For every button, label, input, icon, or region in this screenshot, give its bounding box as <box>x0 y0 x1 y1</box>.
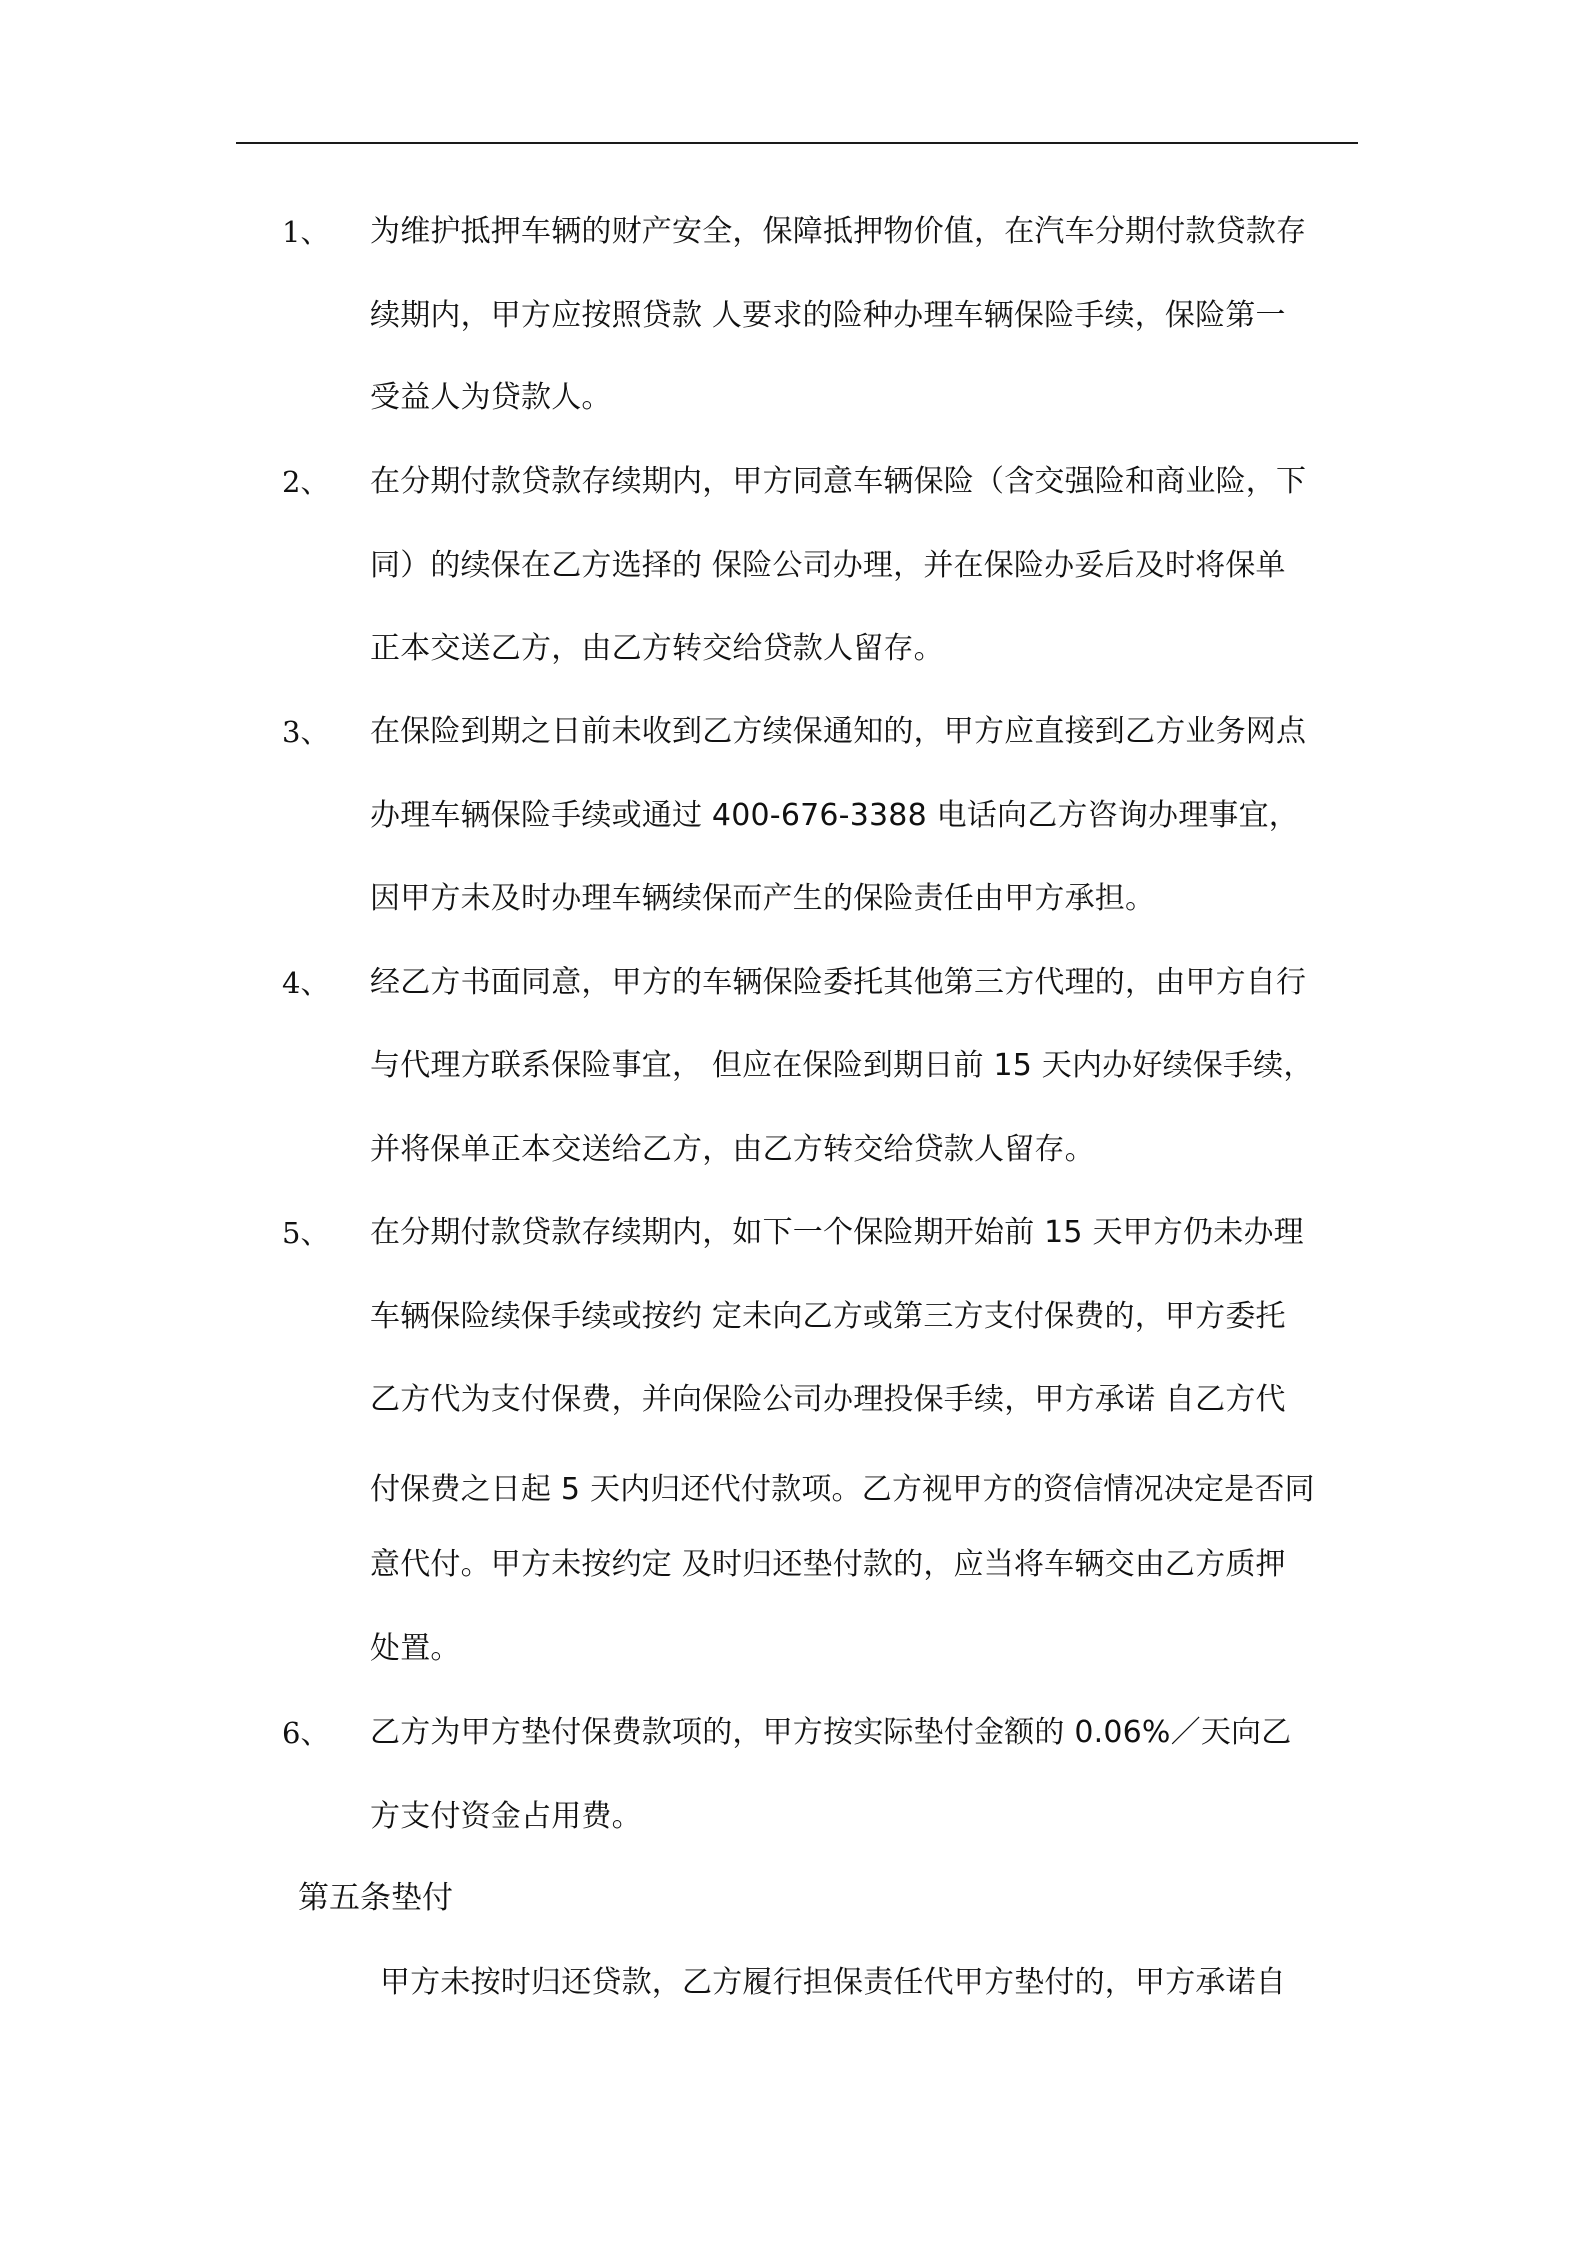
item-line: 付保费之日起 5 天内归还代付款项。乙方视甲方的资信情况决定是否同 <box>370 1472 1315 1507</box>
item-number: 6、 <box>282 1716 330 1750</box>
item-line: 为维护抵押车辆的财产安全，保障抵押物价值，在汽车分期付款贷款存 <box>370 214 1307 249</box>
item-line: 并将保单正本交送给乙方，由乙方转交给贷款人留存。 <box>370 1132 1095 1167</box>
item-number: 5、 <box>282 1216 330 1250</box>
item-line: 在分期付款贷款存续期内，如下一个保险期开始前 15 天甲方仍未办理 <box>370 1215 1304 1250</box>
item-line: 续期内，甲方应按照贷款 人要求的险种办理车辆保险手续，保险第一 <box>370 298 1286 333</box>
item-line: 意代付。甲方未按约定 及时归还垫付款的，应当将车辆交由乙方质押 <box>370 1547 1286 1582</box>
item-line: 受益人为贷款人。 <box>370 380 612 415</box>
item-line: 因甲方未及时办理车辆续保而产生的保险责任由甲方承担。 <box>370 881 1156 916</box>
item-line: 车辆保险续保手续或按约 定未向乙方或第三方支付保费的，甲方委托 <box>370 1299 1286 1334</box>
item-line: 方支付资金占用费。 <box>370 1799 642 1834</box>
item-line: 在保险到期之日前未收到乙方续保通知的，甲方应直接到乙方业务网点 <box>370 714 1307 749</box>
item-number: 2、 <box>282 465 330 499</box>
item-number: 1、 <box>282 215 330 249</box>
item-line: 正本交送乙方，由乙方转交给贷款人留存。 <box>370 631 944 666</box>
header-rule <box>236 142 1358 144</box>
item-line: 同）的续保在乙方选择的 保险公司办理，并在保险办妥后及时将保单 <box>370 548 1286 583</box>
item-line: 经乙方书面同意，甲方的车辆保险委托其他第三方代理的，由甲方自行 <box>370 965 1307 1000</box>
item-number: 4、 <box>282 966 330 1000</box>
section-title: 第五条垫付 <box>298 1880 453 1916</box>
item-number: 3、 <box>282 715 330 749</box>
item-line: 乙方代为支付保费，并向保险公司办理投保手续，甲方承诺 自乙方代 <box>370 1382 1286 1417</box>
item-line: 在分期付款贷款存续期内，甲方同意车辆保险（含交强险和商业险，下 <box>370 464 1307 499</box>
section-paragraph: 甲方未按时归还贷款，乙方履行担保责任代甲方垫付的，甲方承诺自 <box>380 1965 1286 2000</box>
item-line: 乙方为甲方垫付保费款项的，甲方按实际垫付金额的 0.06%／天向乙 <box>370 1715 1292 1750</box>
item-line: 处置。 <box>370 1631 461 1666</box>
item-line: 与代理方联系保险事宜， 但应在保险到期日前 15 天内办好续保手续， <box>370 1048 1314 1083</box>
item-line: 办理车辆保险手续或通过 400-676-3388 电话向乙方咨询办理事宜， <box>370 798 1299 833</box>
